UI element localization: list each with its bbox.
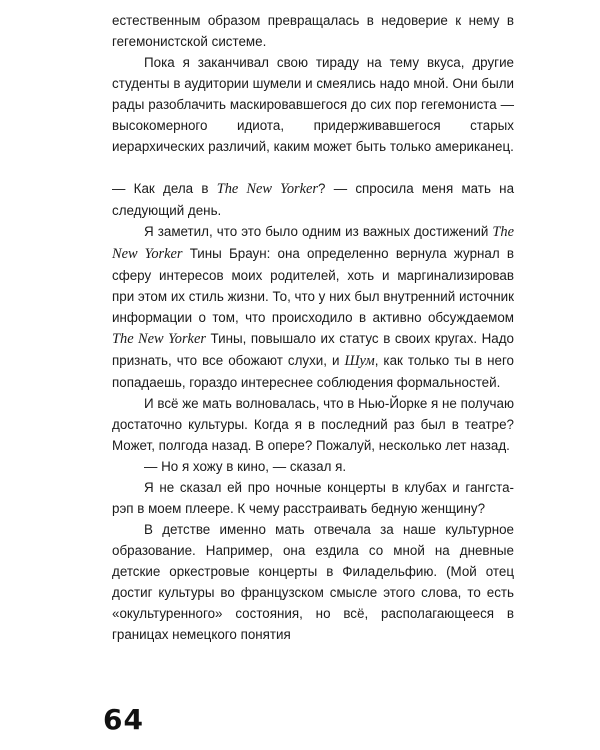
- book-title: Шум: [344, 353, 375, 369]
- paragraph-8: В детстве именно мать отвечала за наше культурное образование. Например, она ездила со мной на дневные детские оркестровые концерты в Филадельфию. (Мой отец достиг культуры во французском смысле этого слова, то есть «окультуренного» состояния, но всё, располагающееся в границах немецкого понятия: [112, 522, 514, 642]
- paragraph-5: И всё же мать волновалась, что в Нью-Йорке я не получаю достаточно культуры. Когда я в последний раз был в театре? Может, полгода назад. В опере? Пожалуй, несколько лет назад.: [112, 396, 514, 453]
- paragraph-2: Пока я заканчивал свою тираду на тему вкуса, другие студенты в аудитории шумели и смеялись надо мной. Они были рады разоблачить маскировавшегося до сих пор гегемониста — высокомерного идиота, придерживавшегося старых иерархических различий, каким может быть только американец.: [112, 55, 514, 154]
- paragraph-7: Я не сказал ей про ночные концерты в клубах и гангста-рэп в моем плеере. К чему расстраивать бедную женщину?: [112, 480, 514, 516]
- body-text: [112, 10, 514, 645]
- magazine-title: The New Yorker: [112, 331, 206, 347]
- paragraph-3: — Как дела в The New Yorker? — спросила меня мать на следующий день.: [112, 181, 515, 218]
- magazine-title: The New Yorker: [112, 224, 514, 262]
- paragraph-4: Я заметил, что это было одним из важных достижений The New Yorker Тины Браун: она определенно вернула журнал в сферу интересов моих родителей, хоть и маргинализировав при этом их стиль жизни. То, что у них был внутренний источник информации о том, что происходило в активно обсуждаемом The New Yorker Тины, повышало их статус в своих кругах. Надо признать, что все обожают слухи, и Шум, как только ты в него попадаешь, гораздо интереснее соблюдения формальностей.: [112, 224, 515, 390]
- magazine-title: The New Yorker: [216, 181, 319, 197]
- page-number: 64: [103, 703, 144, 736]
- paragraph-6: — Но я хожу в кино, — сказал я.: [144, 459, 347, 474]
- paragraph-1: естественным образом превращалась в недоверие к нему в гегемонистской системе.: [112, 13, 514, 49]
